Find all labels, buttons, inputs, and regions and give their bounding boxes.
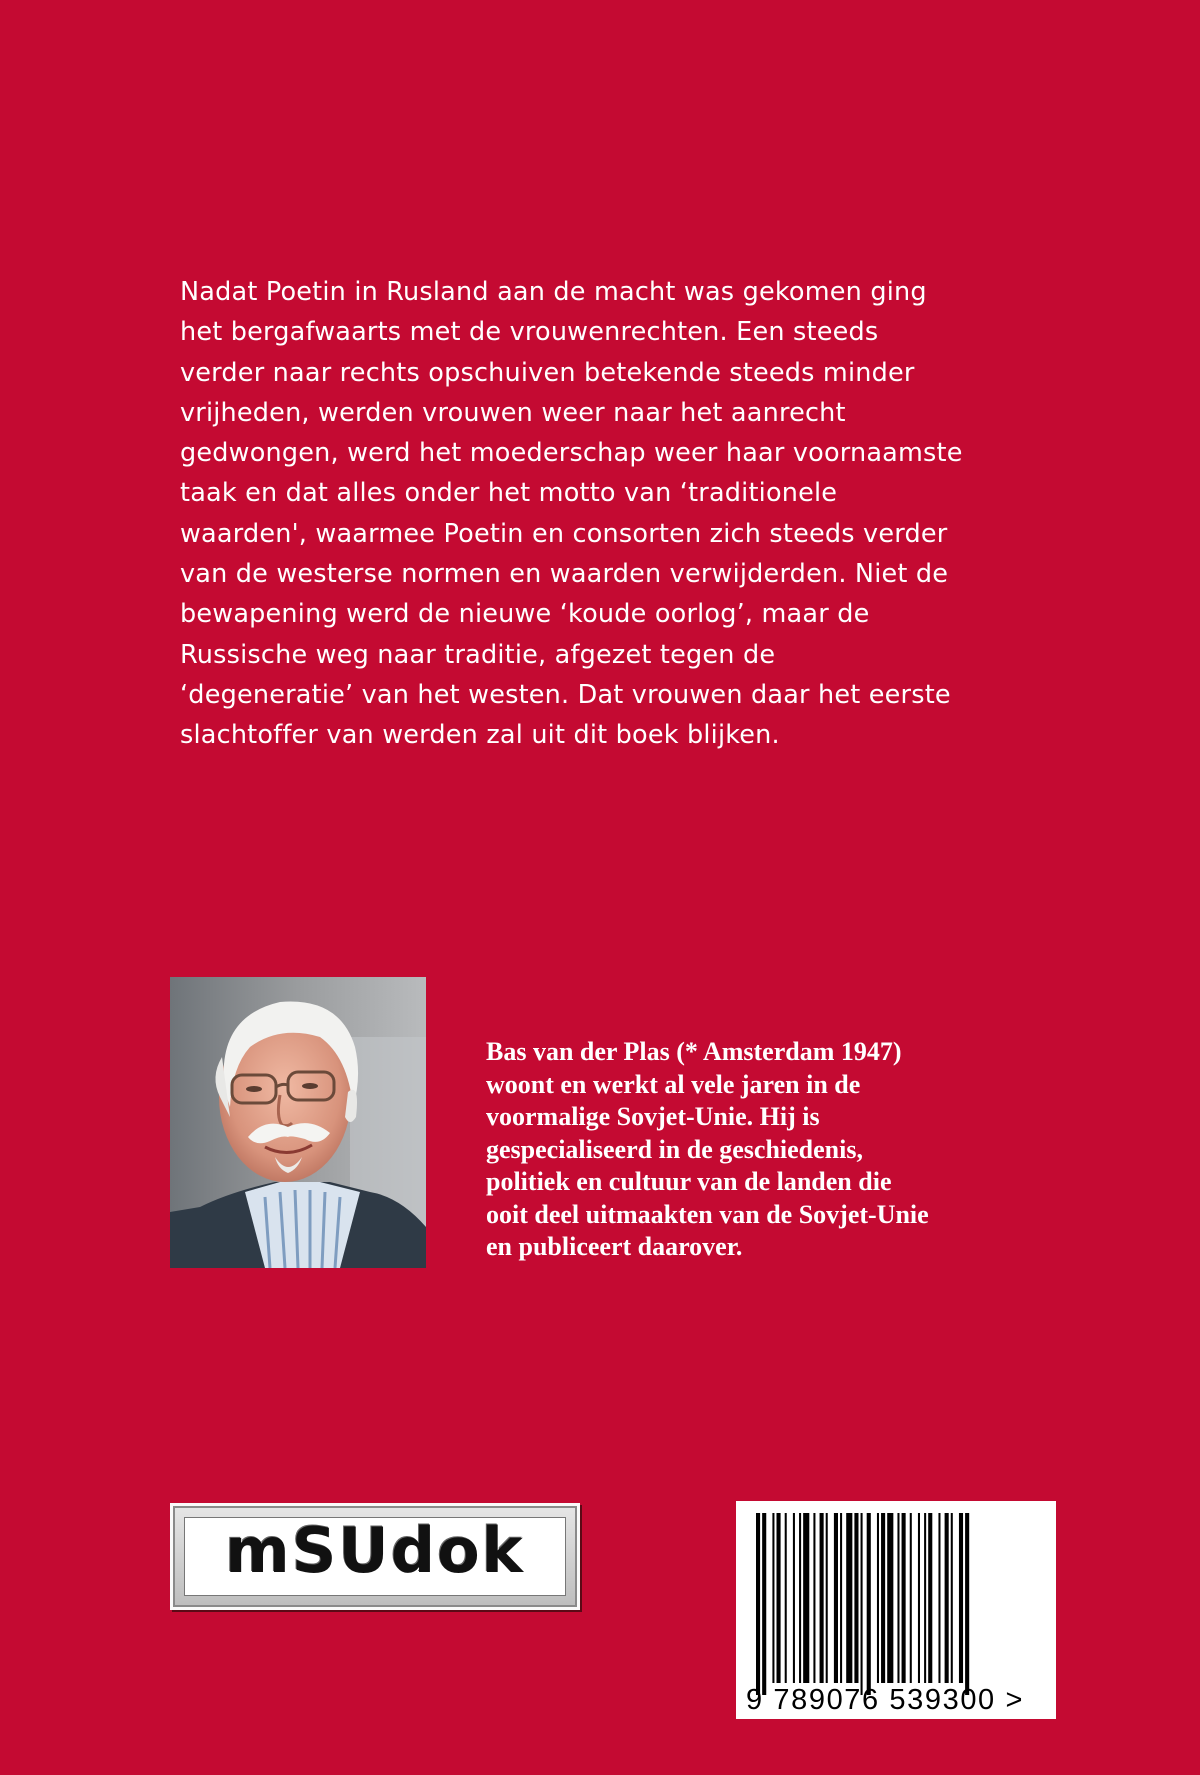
publisher-logo-panel xyxy=(184,1514,566,1596)
barcode-bar xyxy=(897,1513,899,1683)
barcode-bar xyxy=(777,1513,781,1683)
blurb-line: Nadat Poetin in Rusland aan de macht was gekomen ging xyxy=(180,277,927,307)
barcode-bar xyxy=(877,1513,879,1683)
barcode-bar xyxy=(867,1513,871,1695)
back-cover-blurb xyxy=(180,272,1020,756)
barcode-bar xyxy=(902,1513,906,1683)
barcode-bar xyxy=(881,1513,885,1683)
publisher-logo xyxy=(170,1503,580,1610)
barcode-bar xyxy=(951,1513,953,1683)
barcode-bar xyxy=(965,1513,969,1695)
barcode-bar xyxy=(945,1513,949,1683)
bio-line: ooit deel uitmaakten van de Sovjet-Unie xyxy=(486,1199,929,1229)
blurb-line: slachtoffer van werden zal uit dit boek blijken. xyxy=(180,720,780,751)
publisher-logo-text: mSUdok xyxy=(225,1514,525,1587)
barcode-bar xyxy=(793,1513,795,1683)
barcode-bar xyxy=(803,1513,809,1683)
isbn-digits: 9 789076 539300 > xyxy=(746,1684,1024,1716)
barcode-bar xyxy=(910,1513,912,1683)
barcode-bar xyxy=(834,1513,838,1683)
barcode-bar xyxy=(887,1513,893,1683)
blurb-line: vrijheden, werden vrouwen weer naar het aanrecht xyxy=(180,397,846,428)
barcode-bar xyxy=(959,1513,963,1683)
barcode-bar xyxy=(826,1513,828,1683)
barcode-bar xyxy=(924,1513,926,1683)
blurb-line: Russische weg naar traditie, afgezet tegen de xyxy=(180,639,776,670)
isbn-barcode xyxy=(736,1501,1056,1719)
blurb-line: verder naar rechts opschuiven betekende steeds minder xyxy=(180,357,915,388)
blurb-line: taak en dat alles onder het motto van ‘traditionele xyxy=(180,478,838,509)
barcode-bar xyxy=(840,1513,842,1683)
barcode-bar xyxy=(854,1513,858,1683)
blurb-line: van de westerse normen en waarden verwijderden. Niet de xyxy=(180,559,949,590)
barcode-bar xyxy=(772,1513,774,1683)
barcode-bar xyxy=(861,1513,863,1695)
barcode-bar xyxy=(756,1513,760,1695)
author-portrait-image xyxy=(170,977,426,1268)
bio-line: gespecialiseerd in de geschiedenis, xyxy=(486,1134,863,1164)
barcode-bar xyxy=(820,1513,824,1683)
barcode-bar xyxy=(918,1513,920,1683)
barcode-bar xyxy=(846,1513,852,1683)
barcode-bar xyxy=(928,1513,932,1683)
blurb-line: waarden', waarmee Poetin en consorten zich steeds verder xyxy=(180,518,948,549)
bio-line: en publiceert daarover. xyxy=(486,1232,743,1261)
bio-line: voormalige Sovjet-Unie. Hij is xyxy=(486,1102,820,1131)
blurb-line: het bergafwaarts met de vrouwenrechten. Een steeds xyxy=(180,317,879,348)
blurb-line: ‘degeneratie’ van het westen. Dat vrouwen daar het eerste xyxy=(180,679,951,710)
blurb-line: bewapening werd de nieuwe ‘koude oorlog’, maar de xyxy=(180,599,870,630)
bio-line: politiek en cultuur van de landen die xyxy=(486,1167,892,1196)
barcode-bar xyxy=(813,1513,815,1683)
barcode-bar xyxy=(785,1513,787,1683)
author-bio xyxy=(486,1036,1046,1264)
barcode-bar xyxy=(762,1513,766,1695)
bio-line: Bas van der Plas (* Amsterdam 1947) xyxy=(486,1037,902,1066)
author-photo xyxy=(170,977,426,1268)
bio-line: woont en werkt al vele jaren in de xyxy=(486,1069,861,1099)
barcode-bar xyxy=(938,1513,940,1683)
barcode-bar xyxy=(799,1513,801,1683)
blurb-line: gedwongen, werd het moederschap weer haar voornaamste xyxy=(180,438,963,469)
